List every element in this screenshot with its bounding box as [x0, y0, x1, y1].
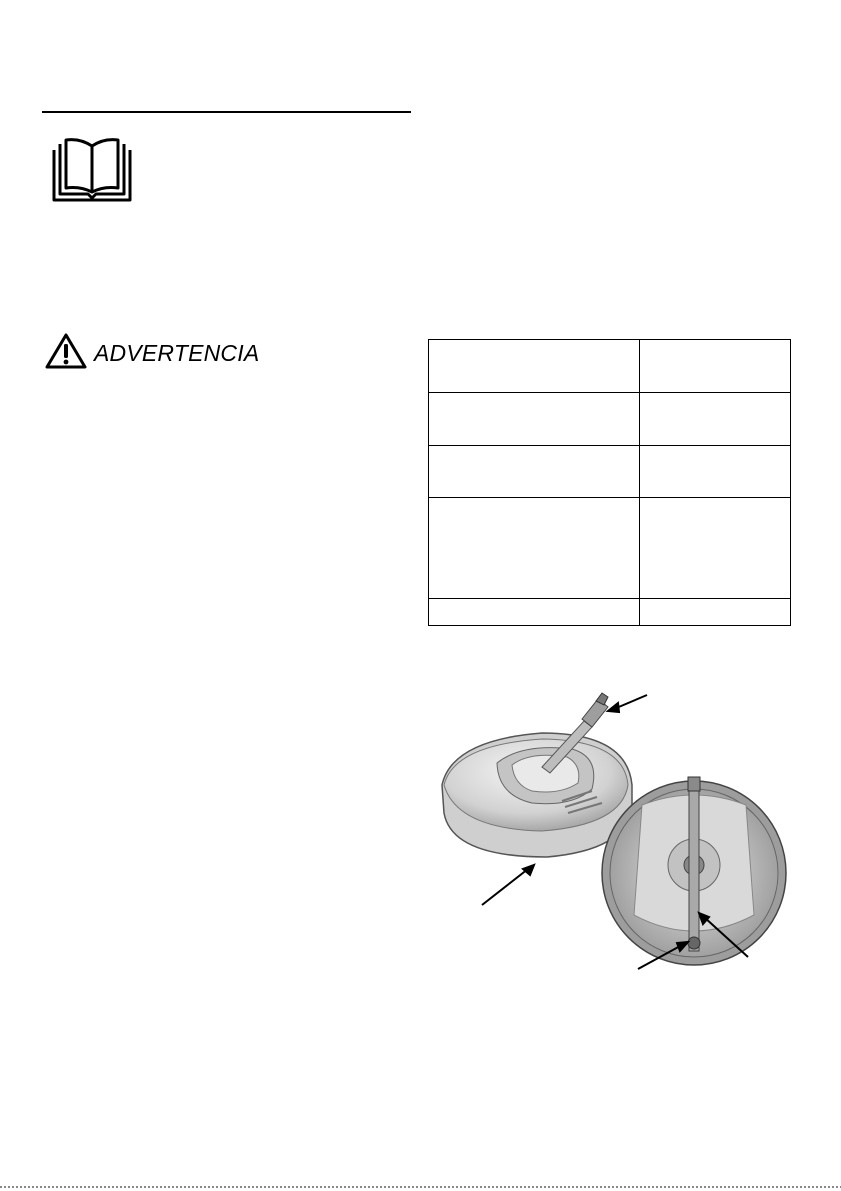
cleaner-top-view [442, 693, 632, 857]
table-row [429, 340, 791, 393]
table-cell-label [429, 599, 640, 626]
table-row [429, 446, 791, 498]
open-book-icon [50, 136, 134, 211]
table-row [429, 498, 791, 599]
page-bottom-edge [0, 1186, 841, 1188]
table-cell-label [429, 393, 640, 446]
table-cell-value [640, 340, 791, 393]
table-cell-value [640, 393, 791, 446]
table-cell-value [640, 446, 791, 498]
table-cell-value [640, 599, 791, 626]
table-row [429, 599, 791, 626]
warning-triangle-icon [44, 332, 88, 375]
spec-table [428, 339, 791, 626]
section-divider [42, 111, 411, 113]
warning-heading [44, 332, 259, 375]
table-cell-label [429, 340, 640, 393]
table-row [429, 393, 791, 446]
table-cell-label [429, 498, 640, 599]
warning-label: ADVERTENCIA [94, 340, 260, 366]
table-cell-label [429, 446, 640, 498]
table-cell-value [640, 498, 791, 599]
surface-cleaner-illustration [432, 685, 788, 975]
